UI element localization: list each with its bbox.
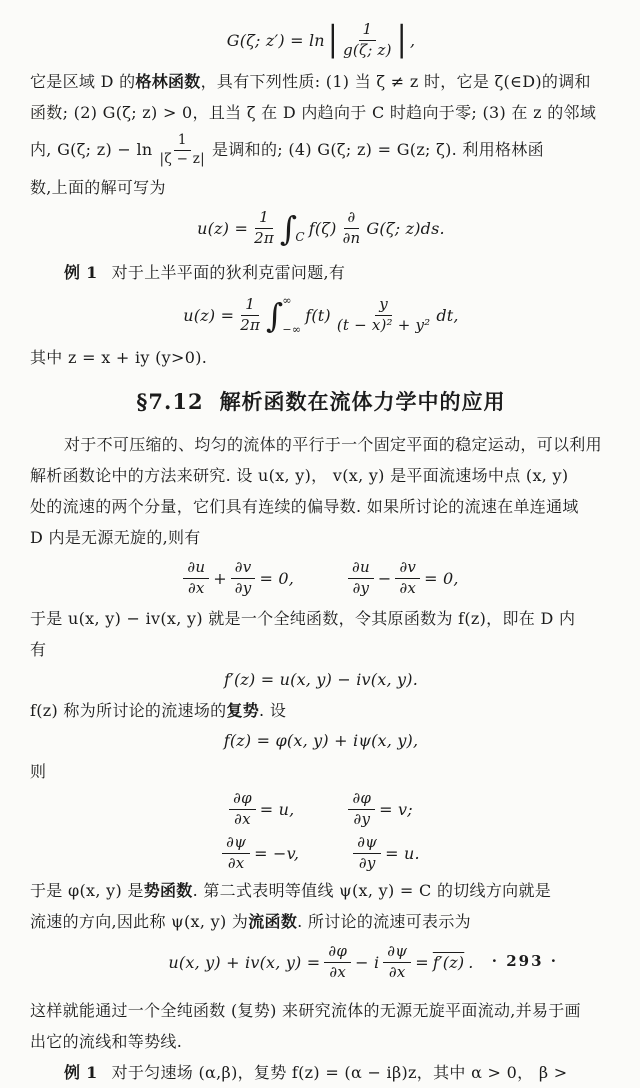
text-segment: 内, G(ζ; z) − ln — [30, 140, 153, 159]
integral-sign: ∫ — [279, 208, 298, 248]
fraction-numerator: ∂ — [344, 209, 360, 228]
equals-term: = v; — [379, 799, 413, 819]
text-segment: 是调和的; (4) G(ζ; z) = G(z; ζ). 利用格林函 — [212, 140, 544, 159]
example-label: 例 1 — [64, 263, 98, 282]
formula-phi-derivatives — [30, 787, 612, 831]
formula-mid: f(t) — [305, 305, 331, 325]
formula-lhs: u(x, y) + iv(x, y) = — [168, 952, 321, 972]
fraction-numerator: ∂ψ — [222, 834, 250, 853]
fraction-denominator: ∂x — [234, 809, 251, 828]
formula-green-function — [30, 14, 612, 66]
fraction-numerator: ∂φ — [324, 943, 351, 962]
text-segment: f(z) 称为所讨论的流速场的 — [30, 701, 227, 720]
page-number: · 293 · — [491, 952, 558, 970]
formula-tail: dt, — [436, 305, 459, 325]
text-segment: 于是 φ(x, y) 是 — [30, 881, 144, 900]
paragraph-intro-fluid — [30, 429, 612, 553]
section-heading — [30, 379, 612, 425]
integral-upper-limit: ∞ — [282, 294, 292, 307]
fraction — [348, 790, 375, 828]
formula-f-prime — [30, 665, 612, 695]
fraction — [341, 21, 394, 59]
fraction — [348, 559, 374, 597]
fraction-denominator: ∂x — [399, 578, 417, 597]
text-segment: ，具有下列性质: (1) 当 ζ ≠ z 时，它是 ζ(∈D)的调和 — [200, 72, 591, 91]
example-1-dirichlet — [30, 257, 612, 288]
fraction-numerator: y — [375, 296, 392, 315]
section-title: 解析函数在流体力学中的应用 — [219, 389, 506, 414]
formula-decomposition — [30, 726, 612, 756]
formula-mid: f(ζ) — [308, 218, 337, 238]
fraction-numerator: ∂ψ — [383, 943, 411, 962]
text-where-z: 其中 z = x + iy (y>0). — [30, 348, 208, 367]
fraction-denominator: 2π — [254, 228, 274, 247]
operator: − i — [355, 952, 380, 972]
text-line: 有 — [30, 640, 47, 659]
text-line — [30, 906, 612, 937]
integral-sign: ∫ — [266, 295, 284, 335]
text-line — [30, 875, 612, 906]
example-1-uniform-field — [30, 1057, 612, 1088]
formula-dirichlet-halfplane — [30, 288, 612, 342]
paragraph-conclusion — [30, 995, 612, 1057]
formula-lhs: G(ζ; z′) = ln — [226, 30, 325, 50]
formula-lhs: u(z) = — [183, 305, 235, 325]
text-line — [30, 128, 612, 172]
text-segment: . 所讨论的流速可表示为 — [297, 912, 471, 931]
fraction-numerator: ∂v — [395, 559, 420, 578]
text-line — [30, 66, 612, 97]
fraction-denominator: ∂x — [187, 578, 205, 597]
fraction — [183, 559, 209, 597]
text-segment: . 第二式表明等值线 ψ(x, y) = C 的切线方向就是 — [192, 881, 552, 900]
fraction-numerator: ∂u — [183, 559, 209, 578]
text-line: 对于不可压缩的、均匀的流体的平行于一个固定平面的稳定运动，可以利用 — [64, 435, 602, 454]
text-line: 数,上面的解可写为 — [30, 178, 166, 197]
fraction — [353, 834, 381, 872]
fraction-denominator: |ζ − z| — [159, 150, 206, 167]
text-line: 于是 u(x, y) − iv(x, y) 就是一个全纯函数，令其原函数为 f(z)，即在 D 内 — [30, 609, 576, 628]
fraction-numerator: ∂v — [231, 559, 256, 578]
fraction-denominator: ∂y — [234, 578, 252, 597]
fraction-numerator: 1 — [255, 209, 273, 228]
formula-text: f(z) = φ(x, y) + iψ(x, y), — [223, 731, 419, 750]
fraction-numerator: ∂u — [348, 559, 374, 578]
fraction — [229, 790, 256, 828]
fraction-denominator: ∂x — [227, 853, 245, 872]
example-text: 对于匀速场 (α,β)，复势 f(z) = (α − iβ)z，其中 α > 0， β > — [111, 1063, 568, 1082]
text-line: 函数; (2) G(ζ; z) > 0，且当 ζ 在 D 内趋向于 C 时趋向于零; (3) 在 z 的邻域 — [30, 103, 597, 122]
text-complex-potential — [30, 695, 612, 726]
fraction-denominator: g(ζ; z) — [343, 40, 392, 59]
equals-term: = u, — [259, 799, 295, 819]
equals-term: = −v, — [254, 843, 300, 863]
fraction-denominator: ∂y — [358, 853, 376, 872]
text-line: 解析函数论中的方法来研究. 设 u(x, y)， v(x, y) 是平面流速场中点 (x, y) — [30, 466, 569, 485]
equals-zero: = 0, — [424, 568, 459, 588]
fraction — [252, 209, 276, 247]
equals-sign: = — [415, 952, 429, 972]
formula-tail: G(ζ; z)ds. — [366, 218, 445, 238]
fraction — [222, 834, 250, 872]
text-line: 这样就能通过一个全纯函数 (复势) 来研究流体的无源无旋平面流动,并易于画 — [30, 1001, 581, 1020]
text-line: D 内是无源无旋的,则有 — [30, 528, 201, 547]
formula-lhs: u(z) = — [197, 218, 249, 238]
equals-zero: = 0, — [259, 568, 294, 588]
integral-lower-limit: C — [295, 230, 305, 244]
fraction-numerator: ∂ψ — [353, 834, 381, 853]
text-then: 则 — [30, 762, 47, 781]
fraction-denominator: ∂x — [388, 962, 406, 981]
conjugate-term: f′(z) — [432, 952, 465, 972]
text-line: 处的流速的两个分量，它们具有连续的偏导数. 如果所讨论的流速在单连通域 — [30, 497, 579, 516]
fraction-denominator: ∂n — [342, 228, 361, 247]
paragraph-potential-stream — [30, 875, 612, 937]
text-segment: 它是区域 D 的 — [30, 72, 136, 91]
fraction-numerator: 1 — [174, 133, 191, 151]
paragraph-holomorphic — [30, 603, 612, 665]
bold-term-complex-potential: 复势 — [226, 701, 260, 720]
inline-fraction — [158, 133, 208, 167]
paragraph-green-properties — [30, 66, 612, 203]
fraction — [341, 209, 363, 247]
bold-term-potential-function: 势函数 — [143, 881, 193, 900]
section-number: §7.12 — [136, 389, 204, 414]
abs-bar-left: | — [327, 19, 339, 60]
bold-term-green-function: 格林函数 — [135, 72, 201, 91]
bold-term-stream-function: 流函数 — [248, 912, 298, 931]
fraction-numerator: ∂φ — [348, 790, 375, 809]
fraction-numerator: ∂φ — [229, 790, 256, 809]
text-line: 出它的流线和等势线. — [30, 1032, 183, 1051]
fraction-denominator: (t − x)² + y² — [336, 315, 431, 334]
fraction-denominator: ∂y — [352, 578, 370, 597]
fraction — [335, 296, 433, 334]
integral — [279, 208, 305, 248]
integral-lower-limit: −∞ — [282, 323, 302, 336]
example-label: 例 1 — [64, 1063, 98, 1082]
formula-tail: , — [409, 30, 416, 50]
fraction — [383, 943, 411, 981]
integral — [266, 295, 301, 335]
operator: + — [213, 568, 227, 588]
fraction-numerator: 1 — [359, 21, 377, 40]
equals-term: = u. — [385, 843, 420, 863]
formula-cauchy-riemann-flow — [30, 553, 612, 603]
fraction-denominator: ∂x — [329, 962, 347, 981]
formula-psi-derivatives — [30, 831, 612, 875]
fraction — [238, 296, 262, 334]
fraction — [324, 943, 351, 981]
fraction — [395, 559, 420, 597]
fraction-denominator: 2π — [240, 315, 261, 334]
text-segment: . 设 — [259, 701, 287, 720]
formula-solution-green — [30, 203, 612, 253]
formula-text: f′(z) = u(x, y) − iv(x, y). — [223, 670, 418, 689]
integral-limits — [282, 295, 301, 335]
abs-bar-right: | — [396, 19, 407, 60]
text-segment: 流速的方向,因此称 ψ(x, y) 为 — [30, 912, 249, 931]
formula-tail: . — [468, 952, 474, 972]
fraction — [231, 559, 256, 597]
fraction-numerator: 1 — [241, 296, 259, 315]
example-text: 对于上半平面的狄利克雷问题,有 — [111, 263, 346, 282]
operator: − — [377, 568, 392, 588]
fraction-denominator: ∂y — [353, 809, 371, 828]
